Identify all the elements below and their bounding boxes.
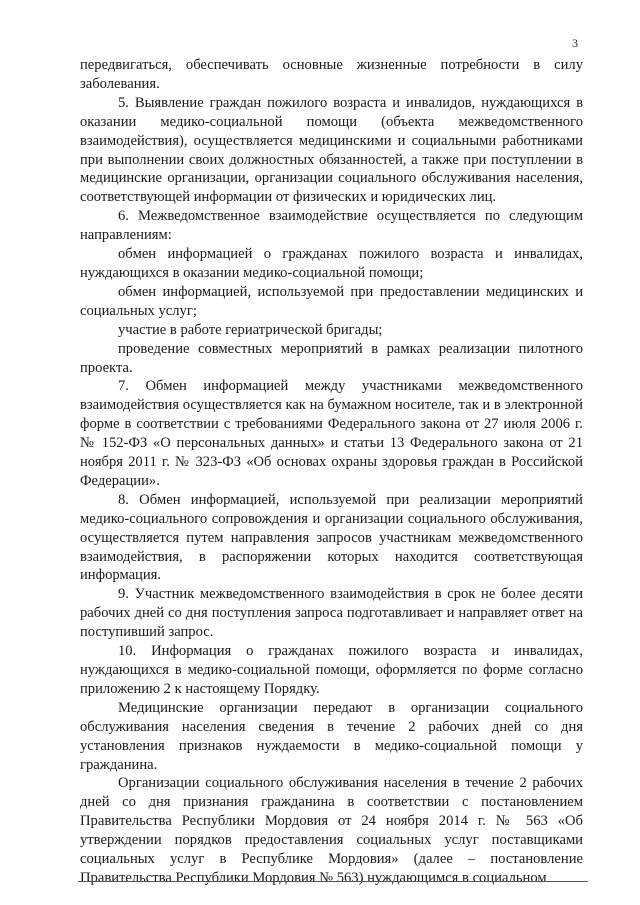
paragraph-item-10: 10. Информация о гражданах пожилого возраста и инвалидах, нуждающихся в медико-социальной помощи, оформляется по форме согласно приложению 2 к настоящему Порядку.	[80, 643, 583, 697]
paragraph-item-7: 7. Обмен информацией между участниками межведомственного взаимодействия осуществляется как на бумажном носителе, так и в электронной форме в соответствии с требованиями Федерального закона от 27 июля 2006 г. № 152-ФЗ «О персональных данных» и статьи 13 Федерального закона от 21 ноября 2011 г. № 323-ФЗ «Об основах охраны здоровья граждан в Российской Федерации».	[80, 378, 583, 489]
document-body	[80, 56, 583, 888]
paragraph-item-8: 8. Обмен информацией, используемой при реализации мероприятий медико-социального сопровождения и организации социального обслуживания, осуществляется путем направления запросов участникам межведомственного взаимодействия, в распоряжении которых находится соответствующая информация.	[80, 491, 583, 584]
footer-divider	[78, 881, 588, 882]
paragraph-direction-2: обмен информацией, используемой при предоставлении медицинских и социальных услуг;	[80, 283, 583, 319]
paragraph-item-9: 9. Участник межведомственного взаимодействия в срок не более десяти рабочих дней со дня поступления запроса подготавливает и направляет ответ на поступивший запрос.	[80, 586, 583, 641]
paragraph-item-6: 6. Межведомственное взаимодействие осуществляется по следующим направлениям:	[80, 208, 583, 244]
paragraph-direction-1: обмен информацией о гражданах пожилого возраста и инвалидах, нуждающихся в оказании медико-социальной помощи;	[80, 246, 583, 281]
paragraph-medical-organizations: Медицинские организации передают в организации социального обслуживания населения сведения в течение 2 рабочих дней со дня установления признаков нуждаемости в медико-социальной помощи у гражданина.	[80, 699, 583, 773]
page-number: 3	[572, 36, 578, 50]
paragraph-continuation: передвигаться, обеспечивать основные жизненные потребности в силу заболевания.	[80, 57, 583, 92]
paragraph-direction-4: проведение совместных мероприятий в рамках реализации пилотного проекта.	[80, 340, 583, 376]
paragraph-item-5: 5. Выявление граждан пожилого возраста и инвалидов, нуждающихся в оказании медико-социальной помощи (объекта межведомственного взаимодействия), осуществляется медицинскими и социальными работниками при выполнении своих должностных обязанностей, а также при поступлении в медицинские организации, организации социального обслуживания населения, соответствующей информации от физических и юридических лиц.	[80, 94, 583, 206]
paragraph-social-organizations: Организации социального обслуживания населения в течение 2 рабочих дней со дня признания гражданина в соответствии с постановлением Правительства Республики Мордовия от 24 ноября 2014 г. № 563 «Об утверждении порядков предоставления социальных услуг поставщиками социальных услуг в Республике Мордовия» (далее – постановление Правительства Республики Мордовия № 563) нуждающимся в социальном	[80, 775, 583, 886]
paragraph-direction-3: участие в работе гериатрической бригады;	[118, 321, 383, 338]
